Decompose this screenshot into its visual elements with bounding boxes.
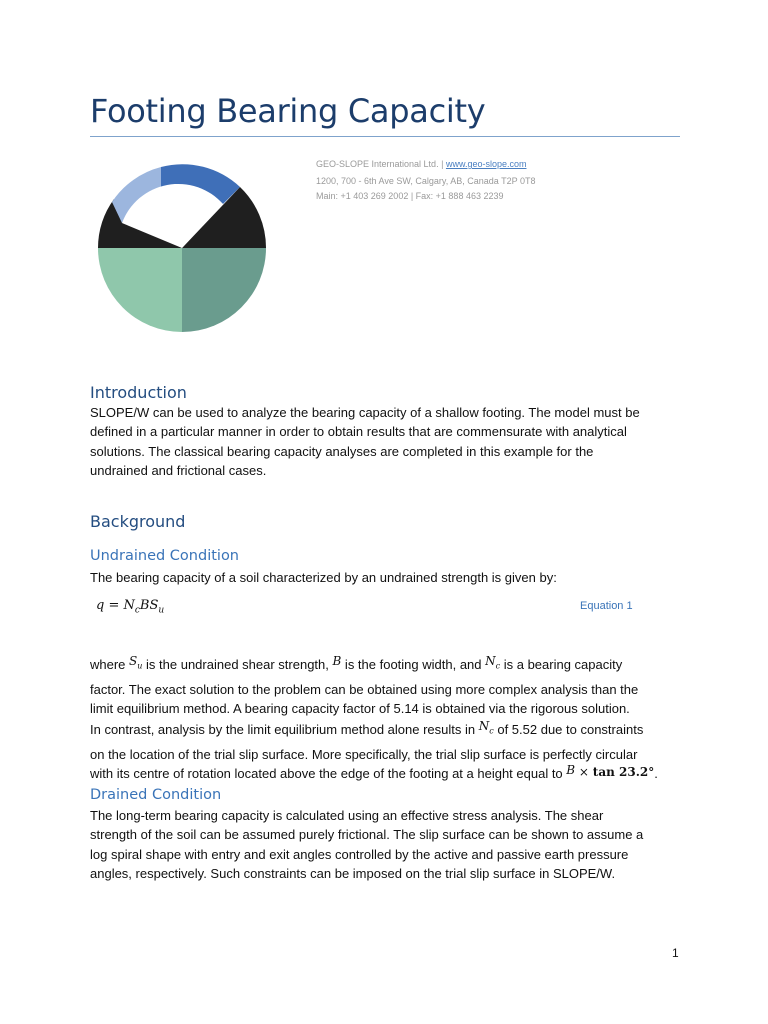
symbol-sub: c — [489, 726, 494, 736]
text-line: factor. The exact solution to the problem can be obtained using more complex analysis than the — [90, 681, 639, 697]
background-heading: Background — [90, 512, 186, 531]
text-line: defined in a particular manner in order to obtain results that are commensurate with analytical — [90, 424, 627, 440]
eq-lhs: q — [96, 598, 105, 613]
logo-segment-teal — [182, 248, 266, 332]
symbol-tan: tan 23.2° — [592, 765, 655, 780]
company-address: 1200, 700 - 6th Ave SW, Calgary, AB, Canada T2P 0T8 — [316, 176, 536, 186]
eq-n: N — [123, 598, 135, 613]
eq-equals: = — [104, 598, 124, 613]
company-name: GEO-SLOPE International Ltd. — [316, 159, 439, 169]
text-line: angles, respectively. Such constraints can be imposed on the trial slip surface in SLOPE/W. — [90, 865, 616, 881]
eq-n-sub: c — [134, 605, 140, 616]
text-line: The long-term bearing capacity is calculated using an effective stress analysis. The shear — [90, 808, 604, 823]
text-segment: In contrast, analysis by the limit equilibrium method alone results in — [90, 722, 479, 738]
company-phone: Main: +1 403 269 2002 | Fax: +1 888 463 2239 — [316, 191, 504, 201]
text-line — [90, 655, 680, 680]
symbol-su — [129, 654, 143, 671]
symbol-text: N — [478, 719, 490, 734]
title-rule — [90, 136, 680, 137]
symbol-nc — [478, 719, 494, 736]
text-segment: is the footing width, and — [341, 657, 486, 672]
eq-bs: BS — [139, 598, 159, 613]
text-line: log spiral shape with entry and exit angles controlled by the active and passive earth pressure — [90, 846, 629, 862]
geo-slope-logo — [96, 156, 268, 334]
text-line: limit equilibrium method. A bearing capacity factor of 5.14 is obtained via the rigorous solution. — [90, 700, 630, 716]
page-number: 1 — [672, 946, 679, 960]
introduction-paragraph — [90, 403, 680, 480]
symbol-b: B — [332, 654, 342, 668]
equation-1 — [96, 598, 164, 616]
symbol-text: S — [129, 654, 138, 668]
undrained-heading: Undrained Condition — [90, 548, 240, 564]
text-segment: . — [654, 766, 658, 782]
logo-segment-green — [98, 248, 182, 332]
text-line: undrained and frictional cases. — [90, 462, 267, 478]
eq-s-sub: u — [158, 605, 165, 616]
symbol-times: × — [575, 765, 593, 780]
text-line: solutions. The classical bearing capacity analyses are completed in this example for the — [90, 443, 594, 459]
text-line: SLOPE/W can be used to analyze the bearing capacity of a shallow footing. The model must be — [90, 405, 640, 420]
drained-paragraph — [90, 806, 680, 883]
symbol-nc — [485, 654, 501, 671]
drained-heading: Drained Condition — [90, 787, 222, 803]
symbol-text: N — [485, 654, 496, 668]
equation-label: Equation 1 — [580, 600, 633, 612]
undrained-intro — [90, 568, 680, 587]
symbol-sub: u — [137, 661, 143, 671]
text-segment: of 5.52 due to constraints — [493, 722, 644, 738]
text-line: on the location of the trial slip surface. More specifically, the trial slip surface is perfectly circular — [90, 746, 638, 762]
company-separator: | — [441, 159, 444, 169]
text-line: The bearing capacity of a soil characterized by an undrained strength is given by: — [90, 570, 557, 585]
undrained-paragraph — [90, 655, 680, 785]
page-title: Footing Bearing Capacity — [90, 92, 486, 130]
text-line: strength of the soil can be assumed purely frictional. The slip surface can be shown to assume a — [90, 827, 644, 843]
text-segment: with its centre of rotation located above the edge of the footing at a height equal to — [90, 766, 567, 782]
text-segment: is a bearing capacity — [500, 657, 623, 672]
text-segment: is the undrained shear strength, — [142, 657, 333, 672]
introduction-heading: Introduction — [90, 383, 187, 402]
company-info — [316, 157, 535, 204]
symbol-b: B — [566, 763, 576, 778]
company-website-link[interactable]: www.geo-slope.com — [445, 159, 527, 169]
text-line — [90, 764, 680, 784]
text-line — [90, 720, 680, 745]
text-segment: where — [90, 657, 130, 672]
symbol-sub: c — [495, 661, 501, 671]
